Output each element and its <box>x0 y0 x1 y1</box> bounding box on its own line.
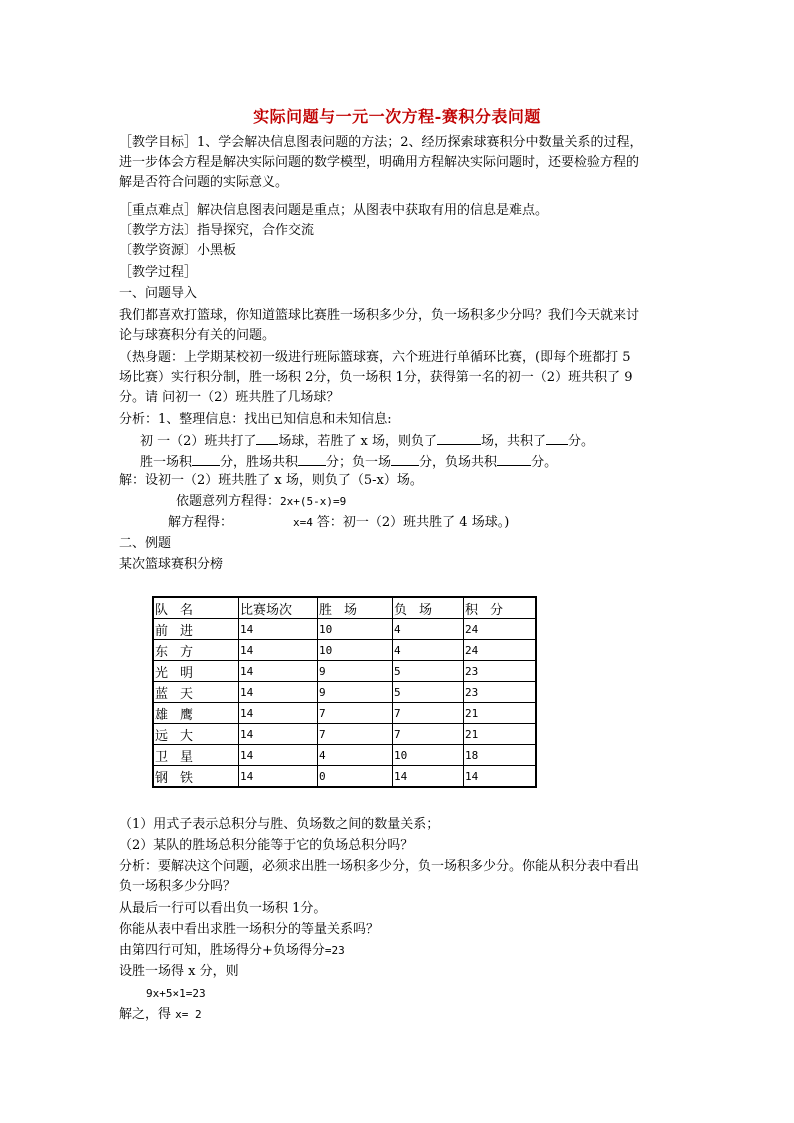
fill1-part-a: 初 一（2）班共打了 <box>140 434 257 449</box>
games-cell: 14 <box>239 745 318 766</box>
points-cell: 21 <box>464 724 537 745</box>
wins-cell: 7 <box>318 724 393 745</box>
warmup-line-1: （热身题：上学期某校初一级进行班际篮球赛，六个班进行单循环比赛，(即每个班都打 5 <box>119 350 631 365</box>
key-points: ［重点难点］解决信息图表问题是重点；从图表中获取有用的信息是难点。 <box>119 203 549 218</box>
points-cell: 18 <box>464 745 537 766</box>
blank-win-points <box>192 451 220 466</box>
points-cell: 21 <box>464 703 537 724</box>
table-header-row <box>153 597 536 619</box>
table-row <box>153 745 536 766</box>
games-cell: 14 <box>239 640 318 661</box>
blank-total-points <box>546 430 568 445</box>
team-name: 钢铁 <box>153 766 239 788</box>
games-cell: 14 <box>239 682 318 703</box>
section2-heading: 二、例题 <box>119 536 172 551</box>
page-title: 实际问题与一元一次方程-赛积分表问题 <box>253 107 541 126</box>
team-name: 卫星 <box>153 745 239 766</box>
losses-cell: 7 <box>393 703 464 724</box>
points-cell: 24 <box>464 619 537 640</box>
blank-losses <box>437 430 481 445</box>
warmup-line-3: 分。请 问初一（2）班共胜了几场球？ <box>119 390 340 405</box>
games-cell: 14 <box>239 703 318 724</box>
wins-cell: 10 <box>318 619 393 640</box>
wins-cell: 9 <box>318 682 393 703</box>
wins-cell: 4 <box>318 745 393 766</box>
wins-cell: 7 <box>318 703 393 724</box>
ask-win-relation: 你能从表中看出求胜一场积分的等量关系吗？ <box>119 922 380 937</box>
analysis2-line-2: 负一场积多少分吗？ <box>119 879 237 894</box>
fill2-part-b: 分，胜场共积 <box>220 455 299 470</box>
losses-cell: 10 <box>393 745 464 766</box>
fill2-part-e: 分。 <box>531 455 558 470</box>
question-2: （2）某队的胜场总积分能等于它的负场总积分吗？ <box>119 838 414 853</box>
objectives-line-1: ［教学目标］1、学会解决信息图表问题的方法；2、经历探索球赛积分中数量关系的过程， <box>119 135 643 150</box>
fill1-part-c: 场，共积了 <box>481 434 547 449</box>
losses-cell: 5 <box>393 661 464 682</box>
table-row <box>153 619 536 640</box>
last-row-note: 从最后一行可以看出负一场积 1分。 <box>119 901 327 916</box>
team-name: 远大 <box>153 724 239 745</box>
row4-prefix: 由第四行可知，胜场得分+负场得分 <box>119 943 325 958</box>
team-name: 光明 <box>153 661 239 682</box>
table-row <box>153 682 536 703</box>
points-cell: 23 <box>464 682 537 703</box>
solve-2 <box>119 1005 679 1025</box>
objectives-line-2: 进一步体会方程是解决实际问题的数学模型，明确用方程解决实际问题时，还要检验方程的 <box>119 155 640 170</box>
losses-cell: 7 <box>393 724 464 745</box>
wins-cell: 0 <box>318 766 393 788</box>
header-team: 队名 <box>153 597 239 619</box>
blank-games <box>256 430 278 445</box>
games-cell: 14 <box>239 661 318 682</box>
solve-line <box>168 513 728 533</box>
let-win-points: 设胜一场得 x 分，则 <box>119 964 239 979</box>
solve2-value: x= 2 <box>175 1008 202 1021</box>
losses-cell: 5 <box>393 682 464 703</box>
score-table <box>152 596 537 788</box>
equation-2: 9x+5×1=23 <box>146 987 206 1000</box>
analysis2-line-1: 分析：要解决这个问题，必须求出胜一场积多少分，负一场积多少分。你能从积分表中看出 <box>119 859 640 874</box>
games-cell: 14 <box>239 619 318 640</box>
wins-cell: 10 <box>318 640 393 661</box>
blank-loss-total <box>497 451 531 466</box>
table-row <box>153 703 536 724</box>
fill2-part-d: 分，负场共积 <box>419 455 498 470</box>
losses-cell: 14 <box>393 766 464 788</box>
table-row <box>153 661 536 682</box>
table-row <box>153 724 536 745</box>
team-name: 东方 <box>153 640 239 661</box>
solve2-prefix: 解之，得 <box>119 1007 176 1022</box>
row4-relation <box>119 941 679 961</box>
header-wins: 胜场 <box>318 597 393 619</box>
fill2-part-a: 胜一场积 <box>140 455 193 470</box>
games-cell: 14 <box>239 724 318 745</box>
blank-win-total <box>298 451 326 466</box>
teaching-method: 〔教学方法〕指导探究，合作交流 <box>119 223 315 238</box>
question-1: （1）用式子表示总积分与胜、负场数之间的数量关系； <box>119 817 440 832</box>
equation-prefix: 依题意列方程得： <box>176 494 281 509</box>
fill2-part-c: 分；负一场 <box>326 455 392 470</box>
section1-heading: 一、问题导入 <box>119 286 198 301</box>
fill-blank-line-2 <box>140 451 700 473</box>
answer: 答：初一（2）班共胜了 4 场球。) <box>316 515 510 530</box>
points-cell: 23 <box>464 661 537 682</box>
table-caption: 某次篮球赛积分榜 <box>119 557 224 572</box>
team-name: 蓝天 <box>153 682 239 703</box>
table-row <box>153 640 536 661</box>
points-cell: 24 <box>464 640 537 661</box>
losses-cell: 4 <box>393 619 464 640</box>
header-losses: 负场 <box>393 597 464 619</box>
points-cell: 14 <box>464 766 537 788</box>
intro-paragraph-line-1: 我们都喜欢打篮球，你知道篮球比赛胜一场积多少分，负一场积多少分吗？我们今天就来讨 <box>119 308 640 323</box>
header-points: 积分 <box>464 597 537 619</box>
analysis-intro: 分析：1、整理信息：找出已知信息和未知信息: <box>119 412 392 427</box>
intro-paragraph-line-2: 论与球赛积分有关的问题。 <box>119 328 276 343</box>
fill1-part-d: 分。 <box>568 434 595 449</box>
team-name: 前进 <box>153 619 239 640</box>
fill1-part-b: 场球，若胜了 x 场，则负了 <box>278 434 438 449</box>
equation-line <box>176 492 736 512</box>
fill-blank-line-1 <box>140 430 700 452</box>
team-name: 雄鹰 <box>153 703 239 724</box>
solve-result: x=4 <box>293 516 313 529</box>
row4-value: =23 <box>324 944 345 957</box>
header-games: 比赛场次 <box>239 597 318 619</box>
equation: 2x+(5-x)=9 <box>280 495 347 508</box>
wins-cell: 9 <box>318 661 393 682</box>
warmup-line-2: 场比赛）实行积分制，胜一场积 2分，负一场积 1分，获得第一名的初一（2）班共积了 9 <box>119 370 633 385</box>
games-cell: 14 <box>239 766 318 788</box>
process-heading: ［教学过程］ <box>119 265 198 280</box>
blank-loss-points <box>391 451 419 466</box>
losses-cell: 4 <box>393 640 464 661</box>
objectives-line-3: 解是否符合问题的实际意义。 <box>119 175 289 190</box>
table-row <box>153 766 536 788</box>
solve-prefix: 解方程得： <box>168 515 234 530</box>
solution-line: 解：设初一（2）班共胜了 x 场，则负了（5-x）场。 <box>119 473 423 488</box>
teaching-resources: 〔教学资源〕小黑板 <box>119 243 237 258</box>
